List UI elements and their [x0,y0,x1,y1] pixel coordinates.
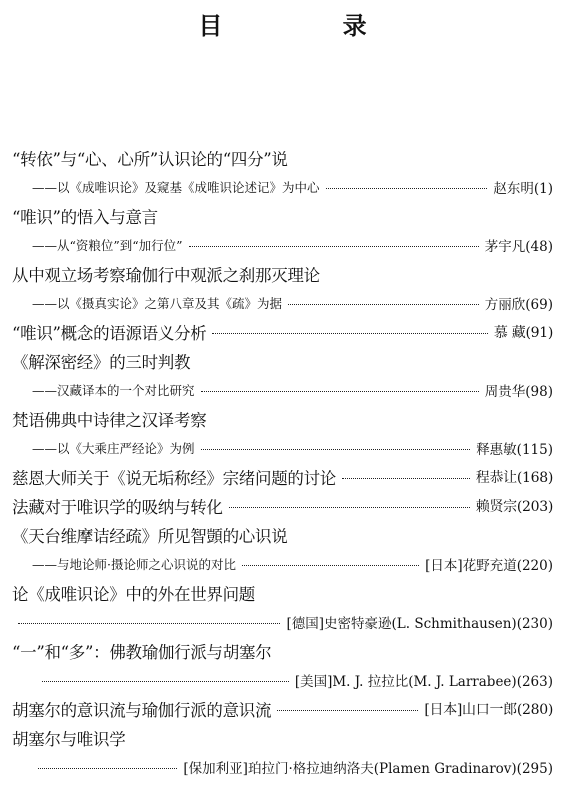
leader-dots [326,188,488,189]
entry-title: 《解深密经》的三时判教 [12,352,191,372]
toc-entry-subline [12,172,553,201]
entry-author-page: 赖贤宗(203) [475,498,553,515]
leader-dots [342,478,470,479]
toc-entry-subline [12,433,553,462]
leader-dots [201,391,479,392]
toc-entry-title[interactable] [12,404,553,433]
entry-author-page: [保加利亚]珀拉门·格拉迪纳洛夫(Plamen Gradinarov)(295) [183,760,553,777]
toc-entry-subline [12,230,553,259]
entry-author-page: 周贵华(98) [484,383,553,400]
toc-entry[interactable] [12,694,553,723]
entry-subtitle: ——以《摄真实论》之第八章及其《疏》为据 [32,295,283,311]
entry-title: 法藏对于唯识学的吸纳与转化 [12,497,223,517]
toc-entry-title[interactable] [12,520,553,549]
leader-dots [18,623,280,624]
entry-title: “转依”与“心、心所”认识论的“四分”说 [12,149,288,169]
toc-entry[interactable] [12,491,553,520]
toc-entry-title[interactable] [12,723,553,752]
entry-title: 胡塞尔与唯识学 [12,729,126,749]
toc-entry-title[interactable] [12,143,553,172]
toc-entry-subline [12,607,553,636]
toc-entry-subline [12,375,553,404]
entry-title: 慈恩大师关于《说无垢称经》宗绪问题的讨论 [12,468,337,488]
toc-entry-title[interactable] [12,578,553,607]
leader-dots [242,565,419,566]
leader-dots [277,710,418,711]
entry-author-page: [美国]M. J. 拉拉比(M. J. Larrabee)(263) [294,673,553,690]
entry-author-page: 方丽欣(69) [484,296,553,313]
toc-entry[interactable] [12,317,553,346]
entry-title: “一”和“多”：佛教瑜伽行派与胡塞尔 [12,642,272,662]
entry-author-page: 赵东明(1) [493,180,553,197]
leader-dots [201,449,471,450]
toc-entry-subline [12,288,553,317]
entry-title: 从中观立场考察瑜伽行中观派之刹那灭理论 [12,265,320,285]
entry-title: “唯识”概念的语源语义分析 [12,323,207,343]
entry-subtitle: ——以《成唯识论》及窥基《成唯识论述记》为中心 [32,179,320,195]
entry-title: 梵语佛典中诗律之汉译考察 [12,410,207,430]
entry-subtitle: ——以《大乘庄严经论》为例 [32,440,195,456]
entry-author-page: [日本]花野充道(220) [425,557,553,574]
toc-entry-title[interactable] [12,636,553,665]
entry-subtitle: ——从“资粮位”到“加行位” [32,237,183,253]
toc-entry-title[interactable] [12,201,553,230]
leader-dots [189,246,479,247]
page-title: 目 录 [198,11,423,40]
entry-author-page: 慕 藏(91) [493,324,553,341]
entry-title: 论《成唯识论》中的外在世界问题 [12,584,256,604]
entry-subtitle: ——与地论师·摄论师之心识说的对比 [32,556,236,572]
toc-entry-title[interactable] [12,259,553,288]
toc-entry-subline [12,549,553,578]
entry-author-page: 释惠敏(115) [476,441,553,458]
entry-subtitle: ——汉藏译本的一个对比研究 [32,382,195,398]
table-of-contents [12,143,553,781]
entry-author-page: [日本]山口一郎(280) [424,701,553,718]
entry-title: “唯识”的悟入与意言 [12,207,158,227]
toc-entry[interactable] [12,462,553,491]
leader-dots [212,333,487,334]
leader-dots [38,768,177,769]
toc-entry-subline [12,665,553,694]
toc-entry-title[interactable] [12,346,553,375]
entry-author-page: [德国]史密特豪逊(L. Schmithausen)(230) [286,615,553,632]
entry-title: 胡塞尔的意识流与瑜伽行派的意识流 [12,700,272,720]
entry-author-page: 程恭让(168) [475,469,553,486]
leader-dots [229,507,470,508]
entry-author-page: 茅宇凡(48) [484,238,553,255]
entry-title: 《天台维摩诘经疏》所见智顗的心识说 [12,526,288,546]
leader-dots [288,304,479,305]
toc-entry-subline [12,752,553,781]
leader-dots [42,681,289,682]
